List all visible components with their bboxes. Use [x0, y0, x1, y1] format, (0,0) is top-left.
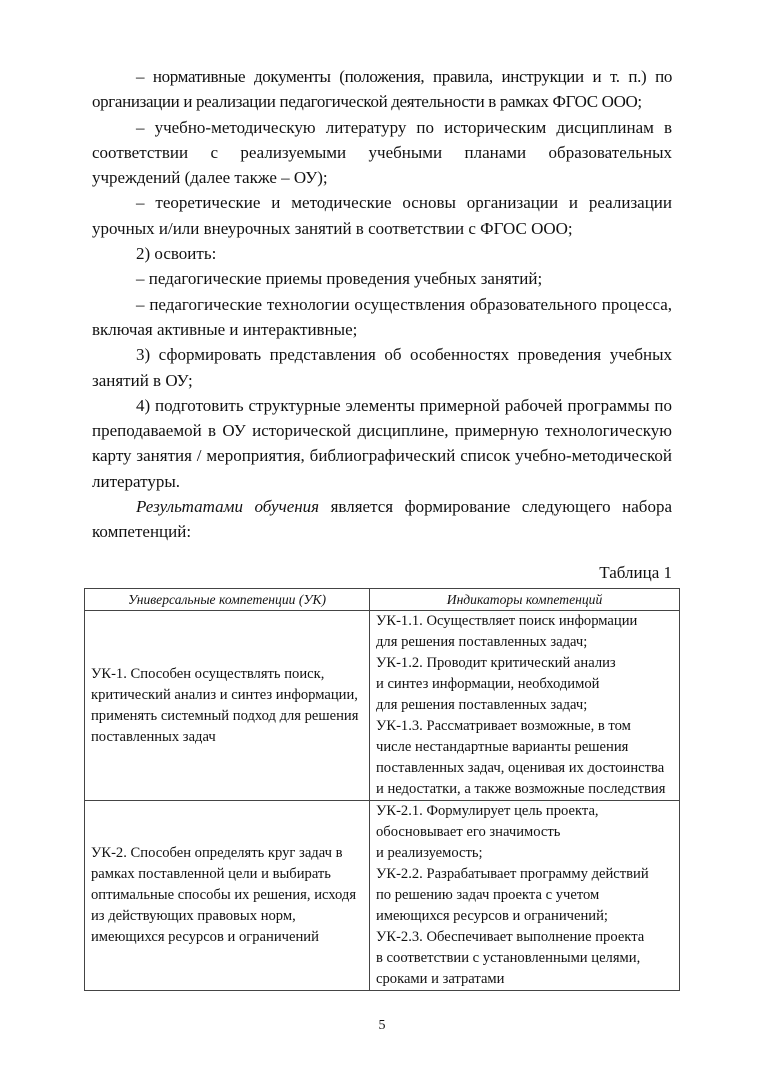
paragraph: ‒ учебно-методическую литературу по историческим дисциплинам в соответствии с реализуемыми учебными планами образовательных учреждений (далее также – ОУ); [92, 117, 672, 188]
indicator-line: имеющихся ресурсов и ограничений; [376, 908, 608, 924]
results-rest: является формирование следующего набора компетенций: [92, 497, 673, 542]
paragraph: ‒ педагогические технологии осуществления образовательного процесса, включая активные и интерактивные; [92, 294, 672, 339]
paragraph: ‒ теоретические и методические основы организации и реализации урочных и/или внеурочных занятий в соответствии с ФГОС ООО; [92, 193, 672, 238]
indicators-cell [370, 801, 680, 991]
results-paragraph [92, 494, 672, 545]
indicator-line: УК-2.2. Разрабатывает программу действий [376, 866, 649, 882]
body-text [92, 64, 672, 545]
indicator-line: для решения поставленных задач; [376, 697, 588, 713]
table-header-row [85, 589, 680, 611]
header-indicators: Индикаторы компетенций [370, 589, 680, 611]
indicators-cell [370, 611, 680, 801]
table-row [85, 801, 680, 991]
indicator-line: по решению задач проекта с учетом [376, 887, 600, 903]
indicator-line: сроками и затратами [376, 971, 505, 987]
indicator-line: УК-2.1. Формулирует цель проекта, [376, 803, 599, 819]
indicator-line: УК-1.3. Рассматривает возможные, в том [376, 718, 631, 734]
indicator-line: для решения поставленных задач; [376, 634, 588, 650]
indicator-line: УК-1.1. Осуществляет поиск информации [376, 613, 638, 629]
results-lead: Результатами обучения [136, 497, 320, 517]
paragraph: 2) освоить: [136, 244, 217, 264]
competence-cell: УК-2. Способен определять круг задач в рамках поставленной цели и выбирать оптимальные способы их решения, исходя из действующих правовых норм, имеющихся ресурсов и ограничений [85, 801, 370, 991]
paragraph: 4) подготовить структурные элементы примерной рабочей программы по преподаваемой в ОУ исторической дисциплине, примерную технологическую карту занятия / мероприятия, библиографический список учебно-методической литературы. [92, 395, 672, 491]
indicator-line: числе нестандартные варианты решения [376, 739, 629, 755]
indicator-line: и недостатки, а также возможные последствия [376, 781, 666, 797]
table-caption: Таблица 1 [599, 563, 672, 582]
indicator-line: обосновывает его значимость [376, 824, 561, 840]
indicator-line: УК-1.2. Проводит критический анализ [376, 655, 616, 671]
competencies-table [84, 588, 680, 991]
table-row [85, 611, 680, 801]
indicator-line: в соответствии с установленными целями, [376, 950, 641, 966]
indicator-line: УК-2.3. Обеспечивает выполнение проекта [376, 929, 645, 945]
paragraph: ‒ педагогические приемы проведения учебных занятий; [136, 269, 543, 289]
paragraph: 3) сформировать представления об особенностях проведения учебных занятий в ОУ; [92, 345, 672, 390]
indicator-line: и синтез информации, необходимой [376, 676, 600, 692]
indicator-line: и реализуемость; [376, 845, 483, 861]
paragraph: ‒ нормативные документы (положения, правила, инструкции и т. п.) по организации и реализации педагогической деятельности в рамках ФГОС ООО; [92, 67, 672, 112]
indicator-line: поставленных задач, оценивая их достоинства [376, 760, 665, 776]
page-number: 5 [378, 1018, 386, 1033]
competence-cell: УК-1. Способен осуществлять поиск, критический анализ и синтез информации, применять системный подход для решения поставленных задач [85, 611, 370, 801]
header-universal-competencies: Универсальные компетенции (УК) [85, 589, 370, 611]
